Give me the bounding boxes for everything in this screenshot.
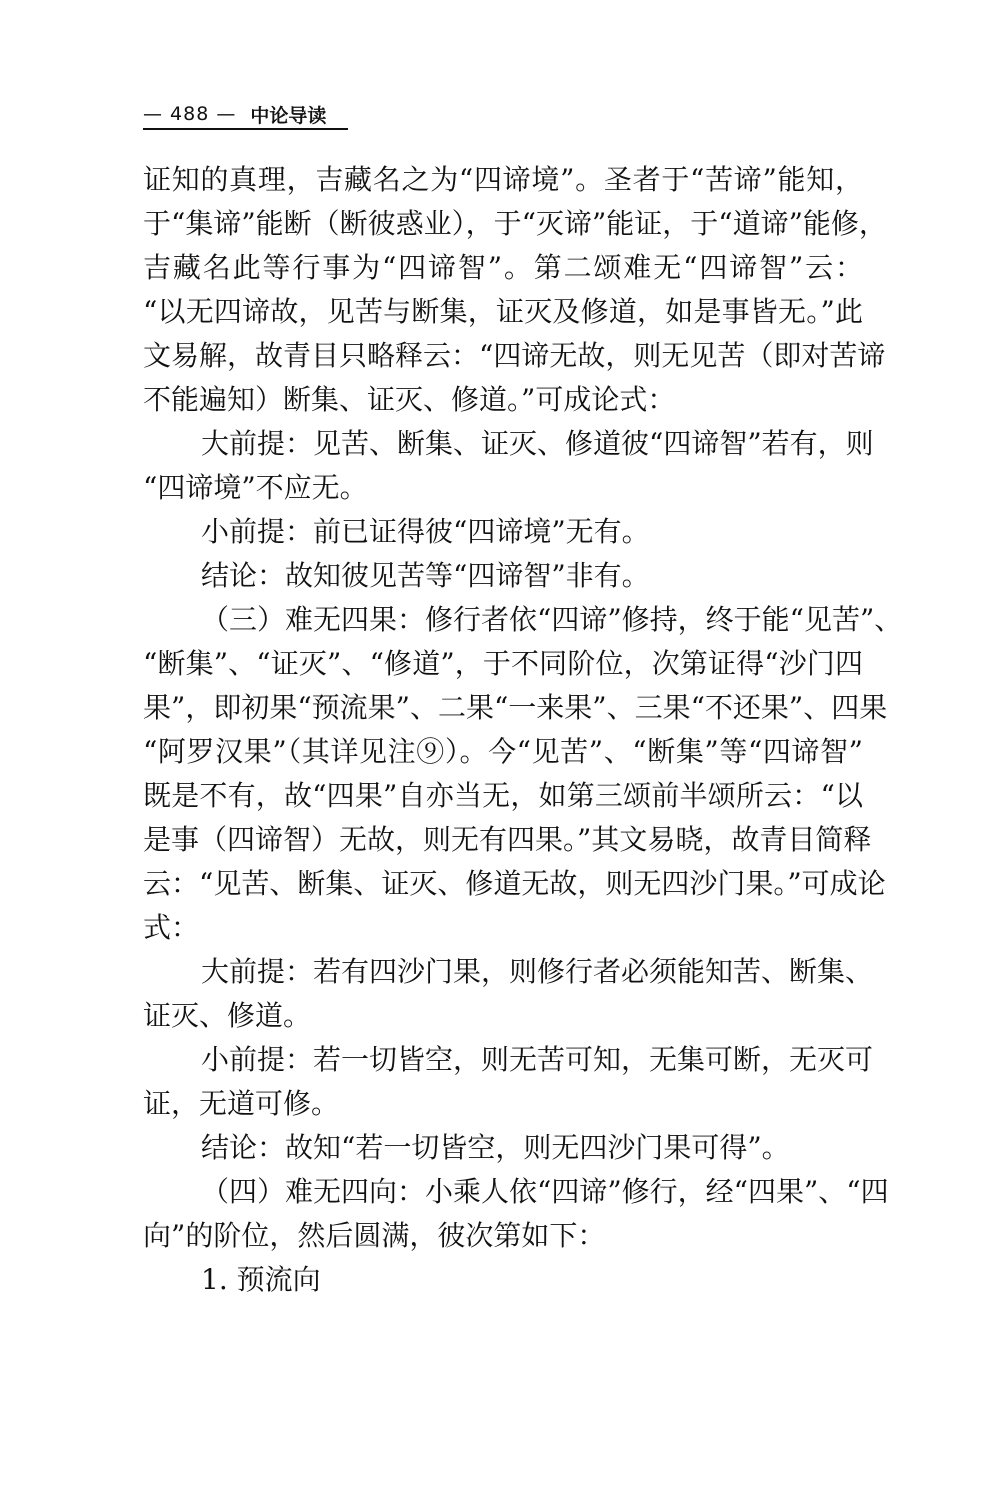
text-line: 小前提：前已证得彼“四谛境”无有。	[201, 515, 650, 548]
text-line: 于“集谛”能断（断彼惑业），于“灭谛”能证，于“道谛”能修，	[143, 207, 887, 240]
running-header	[143, 100, 348, 130]
text-line: 式：	[143, 911, 200, 944]
text-line: 1. 预流向	[201, 1263, 321, 1296]
text-line: 果”，即初果“预流果”、二果“一来果”、三果“不还果”、四果	[143, 691, 888, 724]
text-line: 云：“见苦、断集、证灭、修道无故，则无四沙门果。”可成论	[143, 867, 886, 900]
text-line: 结论：故知彼见苦等“四谛智”非有。	[201, 559, 650, 592]
text-line: 吉藏名此等行事为“四谛智”。第二颂难无“四谛智”云：	[143, 251, 863, 284]
text-line: 不能遍知）断集、证灭、修道。”可成论式：	[143, 383, 676, 416]
text-line: 结论：故知“若一切皆空，则无四沙门果可得”。	[201, 1131, 790, 1164]
text-line: “以无四谛故，见苦与断集，证灭及修道，如是事皆无。”此	[143, 295, 863, 328]
text-line: 证知的真理，吉藏名之为“四谛境”。圣者于“苦谛”能知，	[143, 163, 863, 196]
text-line: 是事（四谛智）无故，则无有四果。”其文易晓，故青目简释	[143, 823, 872, 856]
page-body-text	[143, 158, 903, 1302]
text-line: 大前提：见苦、断集、证灭、修道彼“四谛智”若有，则	[201, 427, 874, 460]
text-line: 文易解，故青目只略释云：“四谛无故，则无见苦（即对苦谛	[143, 339, 886, 372]
text-line: “断集”、“证灭”、“修道”，于不同阶位，次第证得“沙门四	[143, 647, 863, 680]
text-line: 小前提：若一切皆空，则无苦可知，无集可断，无灭可	[201, 1043, 874, 1076]
text-line: 既是不有，故“四果”自亦当无，如第三颂前半颂所云：“以	[143, 779, 863, 812]
text-line: “四谛境”不应无。	[143, 471, 368, 504]
page-number: — 488 —	[143, 103, 237, 125]
book-title: 中论导读	[250, 104, 327, 127]
text-line: （四）难无四向：小乘人依“四谛”修行，经“四果”、“四	[201, 1175, 889, 1208]
text-line: 大前提：若有四沙门果，则修行者必须能知苦、断集、	[201, 955, 874, 988]
text-line: （三）难无四果：修行者依“四谛”修持，终于能“见苦”、	[201, 603, 903, 636]
text-line: 证，无道可修。	[143, 1087, 340, 1120]
text-line: 向”的阶位，然后圆满，彼次第如下：	[143, 1219, 606, 1252]
text-line: 证灭、修道。	[143, 999, 312, 1032]
text-line: “阿罗汉果”（其详见注⑨）。今“见苦”、“断集”等“四谛智”	[143, 735, 863, 768]
